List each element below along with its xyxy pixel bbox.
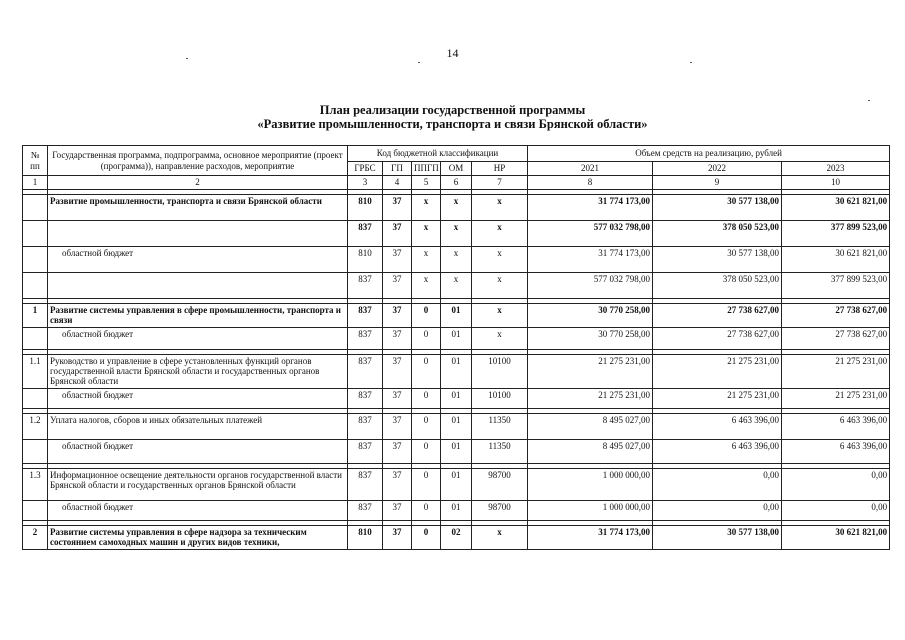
cell-om: 01 bbox=[441, 304, 472, 328]
cell-gp: 37 bbox=[383, 221, 412, 247]
cell-nr: 11350 bbox=[472, 414, 528, 440]
row-name: областной бюджет bbox=[48, 247, 348, 273]
row-name: областной бюджет bbox=[48, 389, 348, 409]
cell-om: х bbox=[441, 195, 472, 221]
row-number bbox=[23, 440, 48, 464]
cell-nr: 10100 bbox=[472, 389, 528, 409]
cell-nr: х bbox=[472, 247, 528, 273]
table-row bbox=[23, 247, 890, 273]
cell-ppgp: х bbox=[412, 247, 441, 273]
cell-amount-2023: 30 621 821,00 bbox=[782, 247, 890, 273]
column-number-row bbox=[23, 176, 890, 190]
cell-amount-2022: 27 738 627,00 bbox=[653, 328, 782, 350]
cell-nr: 10100 bbox=[472, 355, 528, 389]
cell-om: 02 bbox=[441, 526, 472, 550]
table-row bbox=[23, 195, 890, 221]
cell-gp: 37 bbox=[383, 469, 412, 501]
title-line-1: План реализации государственной программы bbox=[319, 103, 586, 117]
cell-gp: 37 bbox=[383, 526, 412, 550]
column-number-cell: 8 bbox=[528, 176, 653, 190]
cell-amount-2021: 1 000 000,00 bbox=[528, 469, 653, 501]
cell-gp: 37 bbox=[383, 414, 412, 440]
cell-amount-2022: 0,00 bbox=[653, 469, 782, 501]
table-row bbox=[23, 355, 890, 389]
header-budget-code: Код бюджетной классификации bbox=[348, 146, 528, 162]
table-row bbox=[23, 469, 890, 501]
cell-amount-2023: 377 899 523,00 bbox=[782, 273, 890, 299]
table-row bbox=[23, 221, 890, 247]
cell-amount-2021: 577 032 798,00 bbox=[528, 221, 653, 247]
cell-amount-2023: 21 275 231,00 bbox=[782, 355, 890, 389]
page-number: 14 bbox=[446, 46, 459, 60]
cell-amount-2022: 378 050 523,00 bbox=[653, 273, 782, 299]
cell-nr: 98700 bbox=[472, 501, 528, 521]
table-row bbox=[23, 501, 890, 521]
cell-nr: х bbox=[472, 221, 528, 247]
row-number bbox=[23, 328, 48, 350]
cell-grbs: 810 bbox=[348, 526, 383, 550]
cell-amount-2023: 0,00 bbox=[782, 469, 890, 501]
header-num: № пп bbox=[23, 146, 48, 176]
row-name: областной бюджет bbox=[48, 501, 348, 521]
cell-nr: х bbox=[472, 328, 528, 350]
cell-amount-2021: 21 275 231,00 bbox=[528, 389, 653, 409]
row-number: 1.1 bbox=[23, 355, 48, 389]
cell-gp: 37 bbox=[383, 440, 412, 464]
cell-grbs: 837 bbox=[348, 328, 383, 350]
cell-amount-2022: 30 577 138,00 bbox=[653, 526, 782, 550]
cell-gp: 37 bbox=[383, 328, 412, 350]
cell-nr: 11350 bbox=[472, 440, 528, 464]
row-number bbox=[23, 221, 48, 247]
cell-amount-2023: 30 621 821,00 bbox=[782, 195, 890, 221]
cell-om: 01 bbox=[441, 355, 472, 389]
row-number bbox=[23, 273, 48, 299]
cell-grbs: 837 bbox=[348, 501, 383, 521]
row-name: областной бюджет bbox=[48, 328, 348, 350]
cell-amount-2021: 31 774 173,00 bbox=[528, 247, 653, 273]
header-amount: Объем средств на реализацию, рублей bbox=[528, 146, 890, 162]
scan-speck bbox=[690, 62, 692, 63]
column-number-cell: 1 bbox=[23, 176, 48, 190]
cell-gp: 37 bbox=[383, 389, 412, 409]
cell-amount-2022: 6 463 396,00 bbox=[653, 414, 782, 440]
row-number: 2 bbox=[23, 526, 48, 550]
cell-grbs: 837 bbox=[348, 304, 383, 328]
cell-om: 01 bbox=[441, 414, 472, 440]
cell-gp: 37 bbox=[383, 304, 412, 328]
column-number-cell: 4 bbox=[383, 176, 412, 190]
title-line-2: «Развитие промышленности, транспорта и связи Брянской области» bbox=[257, 117, 648, 131]
row-number bbox=[23, 389, 48, 409]
cell-amount-2023: 27 738 627,00 bbox=[782, 304, 890, 328]
cell-grbs: 837 bbox=[348, 389, 383, 409]
cell-amount-2022: 0,00 bbox=[653, 501, 782, 521]
row-number bbox=[23, 195, 48, 221]
cell-nr: х bbox=[472, 195, 528, 221]
table-row bbox=[23, 440, 890, 464]
cell-ppgp: 0 bbox=[412, 501, 441, 521]
cell-ppgp: 0 bbox=[412, 469, 441, 501]
cell-amount-2023: 6 463 396,00 bbox=[782, 414, 890, 440]
cell-amount-2021: 21 275 231,00 bbox=[528, 355, 653, 389]
cell-amount-2022: 378 050 523,00 bbox=[653, 221, 782, 247]
scan-speck bbox=[868, 100, 870, 101]
cell-amount-2022: 21 275 231,00 bbox=[653, 355, 782, 389]
scan-speck bbox=[418, 62, 420, 63]
header-year-2022: 2022 bbox=[653, 162, 782, 176]
cell-amount-2022: 6 463 396,00 bbox=[653, 440, 782, 464]
cell-gp: 37 bbox=[383, 273, 412, 299]
cell-amount-2023: 21 275 231,00 bbox=[782, 389, 890, 409]
column-number-cell: 10 bbox=[782, 176, 890, 190]
scan-speck bbox=[186, 58, 188, 59]
header-year-2023: 2023 bbox=[782, 162, 890, 176]
cell-amount-2022: 27 738 627,00 bbox=[653, 304, 782, 328]
table-row bbox=[23, 389, 890, 409]
header-year-2021: 2021 bbox=[528, 162, 653, 176]
cell-amount-2023: 377 899 523,00 bbox=[782, 221, 890, 247]
table-row bbox=[23, 414, 890, 440]
row-number bbox=[23, 247, 48, 273]
cell-ppgp: х bbox=[412, 273, 441, 299]
cell-gp: 37 bbox=[383, 247, 412, 273]
cell-nr: 98700 bbox=[472, 469, 528, 501]
table-row bbox=[23, 526, 890, 550]
row-name: Руководство и управление в сфере установленных функций органов государственной власти Брянской области и государственных органов Брянской области bbox=[48, 355, 348, 389]
column-number-cell: 9 bbox=[653, 176, 782, 190]
row-name: Развитие системы управления в сфере надзора за техническим состоянием самоходных машин и других видов техники, bbox=[48, 526, 348, 550]
cell-amount-2023: 27 738 627,00 bbox=[782, 328, 890, 350]
cell-om: х bbox=[441, 273, 472, 299]
cell-ppgp: х bbox=[412, 195, 441, 221]
cell-amount-2022: 30 577 138,00 bbox=[653, 247, 782, 273]
cell-grbs: 837 bbox=[348, 355, 383, 389]
program-plan-table bbox=[22, 145, 890, 550]
cell-amount-2023: 30 621 821,00 bbox=[782, 526, 890, 550]
cell-om: х bbox=[441, 221, 472, 247]
cell-ppgp: 0 bbox=[412, 304, 441, 328]
row-number: 1.2 bbox=[23, 414, 48, 440]
cell-ppgp: 0 bbox=[412, 328, 441, 350]
cell-om: 01 bbox=[441, 469, 472, 501]
row-name: Развитие системы управления в сфере промышленности, транспорта и связи bbox=[48, 304, 348, 328]
cell-amount-2021: 30 770 258,00 bbox=[528, 304, 653, 328]
column-number-cell: 5 bbox=[412, 176, 441, 190]
header-grbs: ГРБС bbox=[348, 162, 383, 176]
cell-om: 01 bbox=[441, 328, 472, 350]
cell-grbs: 837 bbox=[348, 440, 383, 464]
cell-gp: 37 bbox=[383, 195, 412, 221]
cell-amount-2022: 21 275 231,00 bbox=[653, 389, 782, 409]
row-name: Развитие промышленности, транспорта и связи Брянской области bbox=[48, 195, 348, 221]
cell-amount-2021: 8 495 027,00 bbox=[528, 414, 653, 440]
cell-amount-2021: 8 495 027,00 bbox=[528, 440, 653, 464]
header-nr: НР bbox=[472, 162, 528, 176]
table-row bbox=[23, 328, 890, 350]
cell-amount-2021: 30 770 258,00 bbox=[528, 328, 653, 350]
header-gp: ГП bbox=[383, 162, 412, 176]
cell-ppgp: 0 bbox=[412, 355, 441, 389]
cell-ppgp: 0 bbox=[412, 389, 441, 409]
header-om: ОМ bbox=[441, 162, 472, 176]
header-ppgp: ППГП bbox=[412, 162, 441, 176]
cell-ppgp: 0 bbox=[412, 526, 441, 550]
cell-grbs: 837 bbox=[348, 273, 383, 299]
cell-nr: х bbox=[472, 526, 528, 550]
row-name bbox=[48, 273, 348, 299]
cell-nr: х bbox=[472, 273, 528, 299]
cell-amount-2023: 6 463 396,00 bbox=[782, 440, 890, 464]
cell-grbs: 810 bbox=[348, 247, 383, 273]
row-name: областной бюджет bbox=[48, 440, 348, 464]
column-number-cell: 7 bbox=[472, 176, 528, 190]
table-body bbox=[23, 190, 890, 550]
row-name bbox=[48, 221, 348, 247]
cell-grbs: 837 bbox=[348, 414, 383, 440]
cell-ppgp: 0 bbox=[412, 414, 441, 440]
cell-nr: х bbox=[472, 304, 528, 328]
document-title bbox=[0, 103, 905, 131]
table-row bbox=[23, 273, 890, 299]
cell-amount-2021: 31 774 173,00 bbox=[528, 526, 653, 550]
column-number-cell: 6 bbox=[441, 176, 472, 190]
row-name: Информационное освещение деятельности органов государственной власти Брянской области и государственных органов Брянской области bbox=[48, 469, 348, 501]
cell-amount-2023: 0,00 bbox=[782, 501, 890, 521]
row-name: Уплата налогов, сборов и иных обязательных платежей bbox=[48, 414, 348, 440]
cell-om: 01 bbox=[441, 440, 472, 464]
cell-ppgp: х bbox=[412, 221, 441, 247]
cell-om: 01 bbox=[441, 501, 472, 521]
column-number-cell: 2 bbox=[48, 176, 348, 190]
cell-om: х bbox=[441, 247, 472, 273]
cell-grbs: 837 bbox=[348, 221, 383, 247]
cell-om: 01 bbox=[441, 389, 472, 409]
column-number-cell: 3 bbox=[348, 176, 383, 190]
cell-amount-2022: 30 577 138,00 bbox=[653, 195, 782, 221]
cell-gp: 37 bbox=[383, 355, 412, 389]
header-name: Государственная программа, подпрограмма, основное мероприятие (проект (программа)), направление расходов, мероприятие bbox=[48, 146, 348, 176]
row-number bbox=[23, 501, 48, 521]
cell-grbs: 837 bbox=[348, 469, 383, 501]
cell-gp: 37 bbox=[383, 501, 412, 521]
cell-amount-2021: 1 000 000,00 bbox=[528, 501, 653, 521]
cell-ppgp: 0 bbox=[412, 440, 441, 464]
cell-amount-2021: 31 774 173,00 bbox=[528, 195, 653, 221]
row-number: 1.3 bbox=[23, 469, 48, 501]
row-number: 1 bbox=[23, 304, 48, 328]
cell-grbs: 810 bbox=[348, 195, 383, 221]
table-row bbox=[23, 304, 890, 328]
cell-amount-2021: 577 032 798,00 bbox=[528, 273, 653, 299]
